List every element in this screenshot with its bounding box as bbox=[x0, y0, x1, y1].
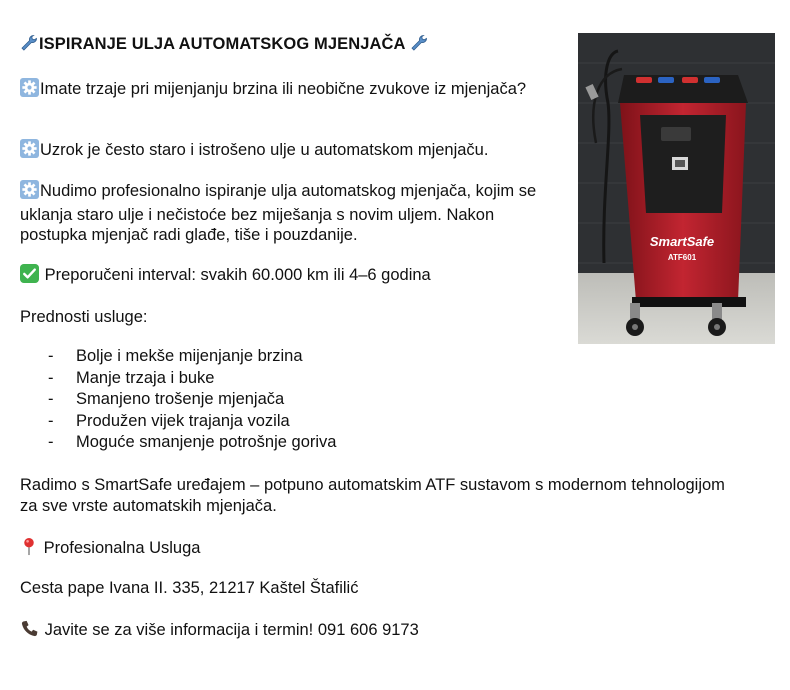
interval-line bbox=[20, 264, 580, 289]
gear-icon bbox=[20, 180, 39, 205]
page-title bbox=[20, 34, 429, 57]
list-marker: - bbox=[48, 347, 54, 365]
product-photo bbox=[578, 33, 775, 344]
list-item bbox=[20, 432, 336, 454]
title-text: ISPIRANJE ULJA AUTOMATSKOG MJENJAČA bbox=[39, 35, 405, 53]
gear-icon bbox=[20, 78, 39, 103]
list-marker: - bbox=[48, 433, 54, 451]
phone-icon bbox=[20, 619, 39, 644]
paragraph-text: Imate trzaje pri mijenjanju brzina ili neobične zvukove iz mjenjača? bbox=[40, 80, 527, 98]
paragraph-cause bbox=[20, 139, 580, 164]
list-marker: - bbox=[48, 390, 54, 408]
list-item-text: Produžen vijek trajanja vozila bbox=[76, 411, 290, 430]
wrench-icon bbox=[20, 34, 38, 57]
list-marker: - bbox=[48, 368, 54, 387]
atf-machine-illustration bbox=[578, 33, 775, 344]
gear-icon bbox=[20, 139, 39, 164]
list-item bbox=[20, 389, 336, 411]
equipment-paragraph: Radimo s SmartSafe uređajem – potpuno automatskim ATF sustavom s modernom tehnologijom za sve vrste automatskih mjenjača. bbox=[20, 476, 725, 515]
paragraph-offer bbox=[20, 180, 555, 246]
paragraph-text: Uzrok je često staro i istrošeno ulje u automatskom mjenjaču. bbox=[40, 141, 489, 159]
brand-label: SmartSafe bbox=[649, 234, 715, 249]
paragraph-question bbox=[20, 78, 540, 103]
location-line bbox=[20, 537, 200, 562]
wrench-icon bbox=[410, 34, 428, 57]
list-item bbox=[20, 368, 336, 390]
address-line: Cesta pape Ivana II. 335, 21217 Kaštel Štafilić bbox=[20, 579, 359, 597]
model-label: ATF601 bbox=[667, 253, 697, 262]
list-marker: - bbox=[48, 411, 54, 430]
benefits-list bbox=[20, 346, 336, 454]
location-text: Profesionalna Usluga bbox=[43, 539, 201, 557]
list-item bbox=[20, 346, 336, 368]
benefits-heading: Prednosti usluge: bbox=[20, 308, 148, 326]
list-item bbox=[20, 411, 336, 433]
interval-text: Preporučeni interval: svakih 60.000 km ili 4–6 godina bbox=[44, 266, 431, 284]
pin-icon bbox=[20, 537, 38, 562]
list-item-text: Smanjeno trošenje mjenjača bbox=[76, 390, 285, 408]
contact-text: Javite se za više informacija i termin! 091 606 9173 bbox=[44, 621, 419, 639]
list-item-text: Bolje i mekše mijenjanje brzina bbox=[76, 347, 303, 365]
list-item-text: Moguće smanjenje potrošnje goriva bbox=[76, 433, 337, 451]
check-mark-icon bbox=[20, 264, 39, 289]
paragraph-text: Nudimo profesionalno ispiranje ulja automatskog mjenjača, kojim se uklanja staro ulje i nečistoće bez miješanja s novim uljem. Nakon postupka mjenjač radi glađe, tiše i pouzdanije. bbox=[20, 182, 537, 244]
contact-line bbox=[20, 619, 419, 644]
list-item-text: Manje trzaja i buke bbox=[76, 368, 215, 387]
